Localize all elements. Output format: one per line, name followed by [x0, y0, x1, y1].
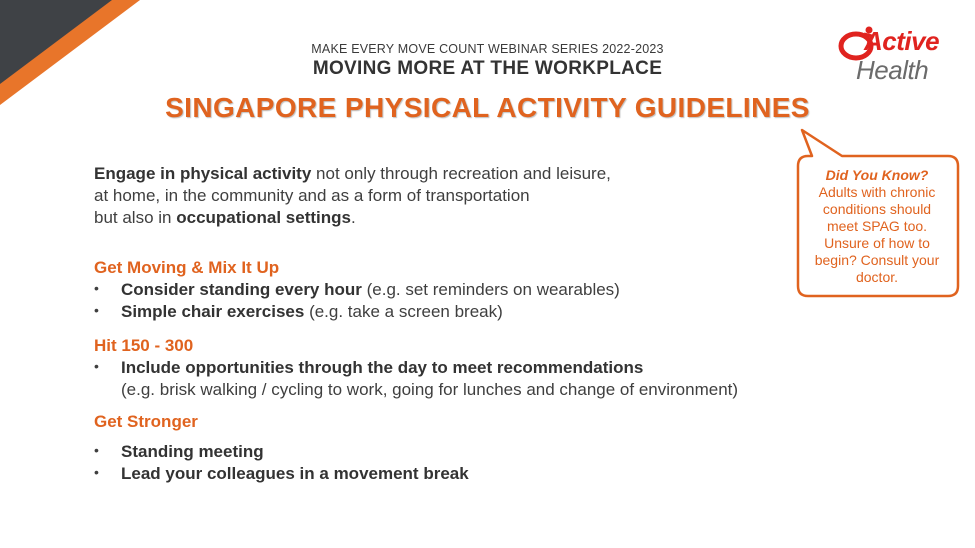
bullet-dot: • — [94, 302, 99, 318]
bullet-bold: Simple chair exercises — [121, 302, 305, 321]
active-health-logo — [836, 22, 966, 92]
logo-text-active: Active — [864, 26, 940, 56]
bullet-rest: (e.g. take a screen break) — [304, 302, 503, 321]
callout-line: Adults with chronic — [818, 184, 936, 200]
bullet-text — [121, 464, 469, 484]
bullet-bold: Consider standing every hour — [121, 280, 362, 299]
webinar-subtitle: MOVING MORE AT THE WORKPLACE — [312, 58, 663, 79]
bullet-text — [121, 442, 264, 462]
callout-line: begin? Consult your — [814, 252, 940, 268]
bullet-text — [121, 302, 503, 322]
intro-line-3 — [94, 207, 714, 229]
page-title: SINGAPORE PHYSICAL ACTIVITY GUIDELINES — [165, 92, 810, 123]
heading-get-stronger: Get Stronger — [94, 412, 198, 431]
bullet-dot: • — [94, 464, 99, 480]
bullet-text — [121, 358, 643, 378]
bullet-rest: (e.g. set reminders on wearables) — [361, 280, 620, 299]
heading-hit-150-300: Hit 150 - 300 — [94, 336, 194, 355]
intro-emphasis-activity: Engage in physical activity — [94, 164, 312, 183]
logo-text-health: Health — [856, 55, 929, 85]
bullet-bold: Include opportunities through the day to meet recommendations — [121, 358, 644, 377]
callout-line: conditions should — [822, 201, 932, 217]
bullet-dot: • — [94, 358, 99, 374]
bullet-example-note: (e.g. brisk walking / cycling to work, going for lunches and change of environment) — [121, 380, 739, 399]
series-title: MAKE EVERY MOVE COUNT WEBINAR SERIES 2022-2023 — [311, 42, 664, 56]
heading-get-moving: Get Moving & Mix It Up — [94, 258, 280, 277]
callout-content — [800, 167, 954, 286]
bullet-text — [121, 280, 620, 300]
intro-text-1: not only through recreation and leisure, — [311, 164, 611, 183]
bullet-dot: • — [94, 280, 99, 296]
bullet-bold: Standing meeting — [121, 442, 264, 461]
callout-line: meet SPAG too. — [826, 218, 928, 234]
intro-line-1 — [94, 163, 714, 185]
intro-text-3: but also in — [94, 208, 177, 227]
bullet-dot: • — [94, 442, 99, 458]
intro-emphasis-occupational: occupational settings — [176, 208, 351, 227]
bullet-bold: Lead your colleagues in a movement break — [121, 464, 469, 483]
callout-line: doctor. — [855, 269, 899, 285]
intro-period: . — [350, 208, 356, 227]
callout-line: Unsure of how to — [824, 235, 930, 251]
intro-paragraph — [94, 163, 714, 229]
intro-line-2: at home, in the community and as a form of transportation — [94, 186, 530, 205]
callout-title: Did You Know? — [825, 167, 929, 183]
